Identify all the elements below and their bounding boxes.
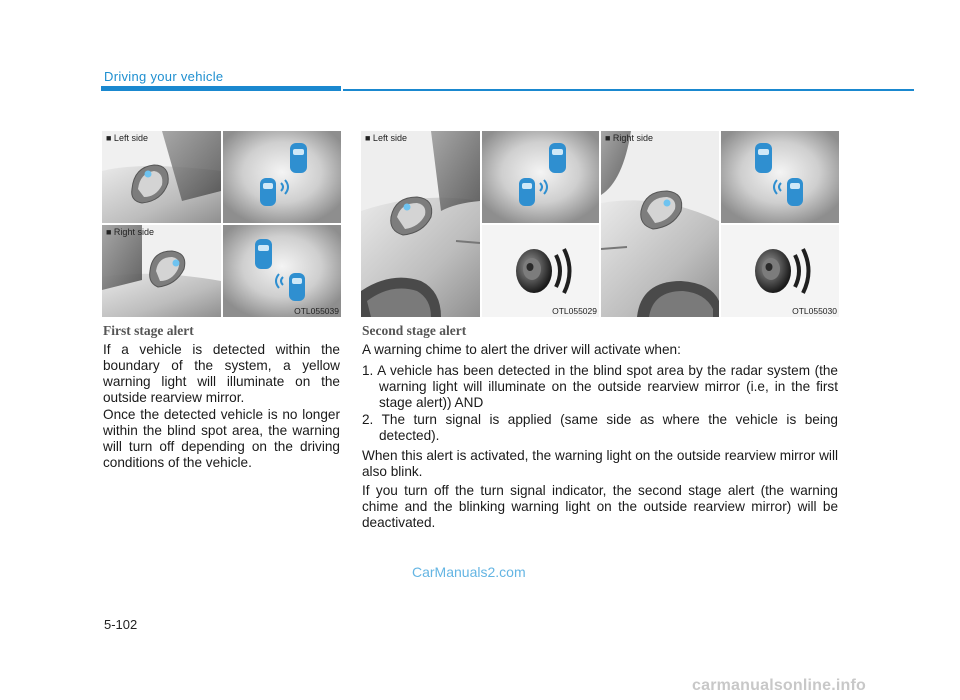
- bottom-watermark: carmanualsonline.info: [692, 677, 867, 694]
- figure1-left-mirror-panel: [102, 131, 221, 223]
- second-stage-item-1: 1. A vehicle has been detected in the blind spot area by the radar system (the warning light will illuminate on the outside rearview mirror (i.e, in the first stage alert)) AND: [362, 363, 838, 410]
- figure1-left-caption: ■ Left side: [106, 133, 148, 143]
- second-stage-item-2: 2. The turn signal is applied (same side as where the vehicle is being detected).: [362, 412, 838, 443]
- blue-car-icon: [755, 143, 772, 173]
- header-rule-thin: [343, 89, 914, 91]
- figure2-code: OTL055029: [552, 306, 597, 316]
- blue-car-icon: [289, 273, 305, 301]
- figure1-right-mirror-panel: [102, 225, 221, 317]
- blue-car-icon: [787, 178, 803, 206]
- figure1-right-radar-panel: [223, 225, 341, 317]
- figure3-car-side-panel: [601, 131, 719, 317]
- blue-car-icon: [519, 178, 535, 206]
- section-header: Driving your vehicle: [104, 69, 224, 84]
- figure3-right-caption: ■ Right side: [605, 133, 653, 143]
- blue-car-icon: [290, 143, 307, 173]
- watermark-link[interactable]: CarManuals2.com: [412, 564, 526, 580]
- second-stage-intro: A warning chime to alert the driver will activate when:: [362, 342, 681, 357]
- first-stage-para-1: If a vehicle is detected within the boundary of the system, a yellow warning light will illuminate on the outside rearview mirror.: [103, 342, 340, 405]
- blind-spot-indicator-icon: [664, 200, 671, 207]
- figure2-car-side-panel: [361, 131, 480, 317]
- figure3-code: OTL055030: [792, 306, 837, 316]
- blind-spot-indicator-icon: [404, 204, 411, 211]
- first-stage-heading: First stage alert: [103, 323, 194, 338]
- page-number: 5-102: [104, 617, 138, 632]
- first-stage-para-2: Once the detected vehicle is no longer within the blind spot area, the warning will turn off depending on the driving conditions of the vehicle.: [103, 407, 340, 470]
- figure2-speaker-panel: [482, 225, 599, 317]
- blue-car-icon: [260, 178, 276, 206]
- figure1-left-radar-panel: [223, 131, 341, 223]
- blind-spot-indicator-icon: [173, 260, 180, 267]
- blind-spot-indicator-icon: [145, 171, 152, 178]
- figure1-code: OTL055039: [294, 306, 339, 316]
- blue-car-icon: [549, 143, 566, 173]
- figure1-right-caption: ■ Right side: [106, 227, 154, 237]
- figure2-left-caption: ■ Left side: [365, 133, 407, 143]
- header-rule-thick: [101, 86, 341, 91]
- second-stage-heading: Second stage alert: [362, 323, 467, 338]
- second-stage-para-2: If you turn off the turn signal indicator, the second stage alert (the warning chime and the blinking warning light on the outside rearview mirror) will be deactivated.: [362, 483, 838, 530]
- figure3-speaker-panel: [721, 225, 839, 317]
- blue-car-icon: [255, 239, 272, 269]
- second-stage-para-1: When this alert is activated, the warning light on the outside rearview mirror will also blink.: [362, 448, 838, 479]
- figure3-radar-panel: [721, 131, 839, 223]
- figure2-radar-panel: [482, 131, 599, 223]
